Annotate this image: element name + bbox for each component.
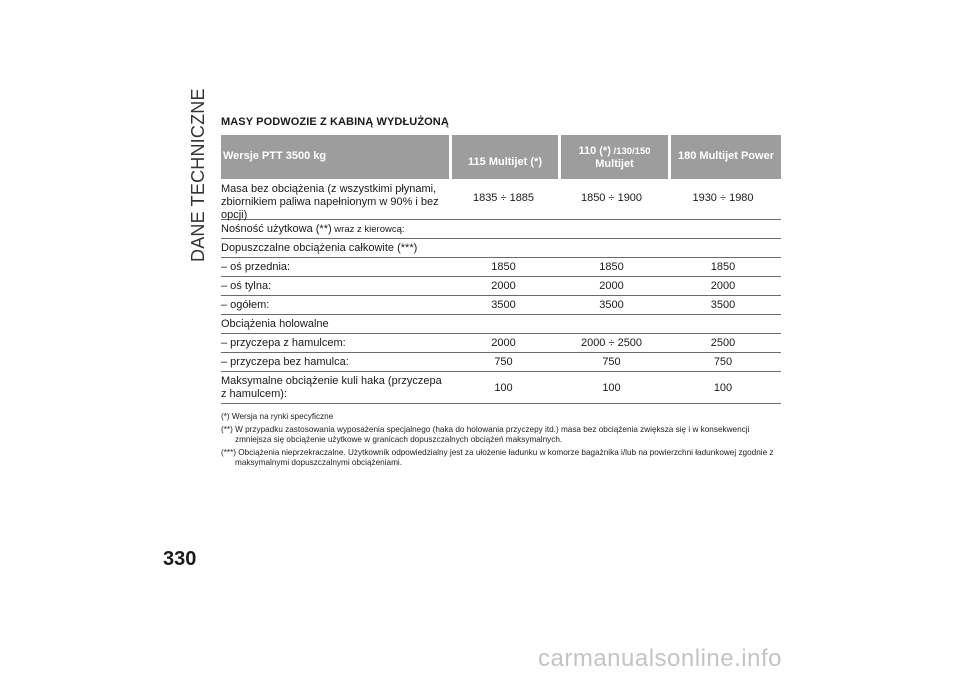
- table-row: [221, 220, 781, 239]
- row-label: Maksymalne obciążenie kuli haka (przyczepa z hamulcem):: [221, 375, 442, 400]
- row-label: [221, 220, 449, 238]
- row-label: – oś przednia:: [221, 261, 291, 273]
- row-value: [665, 315, 781, 333]
- row-label: – przyczepa bez hamulca:: [221, 356, 349, 368]
- table-row: [221, 277, 781, 296]
- row-value: [558, 315, 665, 333]
- table-row: [221, 353, 781, 372]
- row-value: 2000: [599, 280, 624, 292]
- row-value: 1850 ÷ 1900: [580, 192, 643, 204]
- row-value: 1930 ÷ 1980: [692, 192, 754, 204]
- row-value: 100: [602, 382, 621, 394]
- row-value: 1835 ÷ 1885: [472, 192, 535, 204]
- table-row: [221, 372, 781, 404]
- page-heading: MASY PODWOZIE Z KABINĄ WYDŁUŻONĄ: [221, 116, 449, 128]
- row-value: [665, 239, 781, 257]
- row-value: 750: [713, 356, 733, 368]
- row-value: 2000: [710, 280, 736, 292]
- row-label: – przyczepa z hamulcem:: [221, 337, 346, 349]
- row-value: [449, 220, 558, 238]
- table-row: [221, 179, 781, 220]
- row-value: 3500: [491, 299, 516, 311]
- header-version-label: Wersje PTT 3500 kg: [221, 135, 449, 179]
- footnote: (***) Obciążenia nieprzekraczalne. Użytkownik odpowiedzialny jest za ułożenie ładunku w komorze bagażnika i/lub na powierzchni ładunkowej zgodnie z maksymalnymi dopuszczalnymi obciążeniami.: [221, 447, 774, 467]
- row-value: [449, 315, 558, 333]
- table-row: [221, 296, 781, 315]
- row-value: 2000: [491, 337, 516, 349]
- header-col2-part2: /130/150: [610, 146, 651, 157]
- row-label: – oś tylna:: [221, 280, 272, 292]
- mass-table: [221, 135, 781, 404]
- header-col2-part3: Multijet: [595, 158, 634, 170]
- header-col-115-multijet: 115 Multijet (*): [452, 135, 558, 179]
- row-value: 100: [494, 382, 513, 394]
- row-value: 3500: [710, 299, 736, 311]
- table-row: [221, 258, 781, 277]
- table-row: [221, 334, 781, 353]
- table-row: [221, 239, 781, 258]
- table-row: [221, 315, 781, 334]
- row-value: 1850: [710, 261, 736, 273]
- row-label: – ogółem:: [221, 299, 270, 311]
- section-title-vertical: [184, 88, 214, 262]
- row-value: 1850: [491, 261, 516, 273]
- row-value: 2500: [710, 337, 736, 349]
- row-label-suffix: wraz z kierowcą:: [331, 224, 405, 235]
- table-header: [221, 135, 781, 179]
- watermark: carmanualsonline.info: [538, 645, 782, 672]
- page-number: 330: [163, 548, 197, 570]
- row-label: Obciążenia holowalne: [221, 318, 329, 330]
- row-value: 750: [602, 356, 621, 368]
- row-label-main: Nośność użytkowa (**): [221, 223, 332, 235]
- footnotes: [221, 412, 781, 471]
- section-title-text: DANE TECHNICZNE: [188, 88, 208, 262]
- row-value: 3500: [599, 299, 624, 311]
- row-value: [449, 239, 558, 257]
- row-value: [558, 220, 665, 238]
- row-value: 2000 ÷ 2500: [580, 337, 643, 349]
- row-value: [558, 239, 665, 257]
- row-value: 100: [713, 382, 733, 394]
- row-value: 2000: [491, 280, 516, 292]
- header-col-180-multijet-power: 180 Multijet Power: [671, 135, 781, 179]
- row-value: [665, 220, 781, 238]
- row-value: 1850: [599, 261, 624, 273]
- footnote: (*) Wersja na rynki specyficzne: [221, 412, 334, 421]
- header-col2-part1: 110 (*): [578, 145, 611, 157]
- row-label: Dopuszczalne obciążenia całkowite (***): [221, 242, 418, 254]
- header-col-110-130-150-multijet: [561, 135, 668, 179]
- row-value: 750: [494, 356, 513, 368]
- footnote: (**) W przypadku zastosowania wyposażenia specjalnego (haka do holowania przyczepy itd.) masa bez obciążenia zwiększa się i w konsekwencji zmniejsza się obciążenie użytkowe w granicach dopuszczalnych obciążeń maksymalnych.: [221, 424, 750, 444]
- row-label: Masa bez obciążenia (z wszystkimi płynami, zbiornikiem paliwa napełnionym w 90% i bez opcji): [221, 183, 439, 221]
